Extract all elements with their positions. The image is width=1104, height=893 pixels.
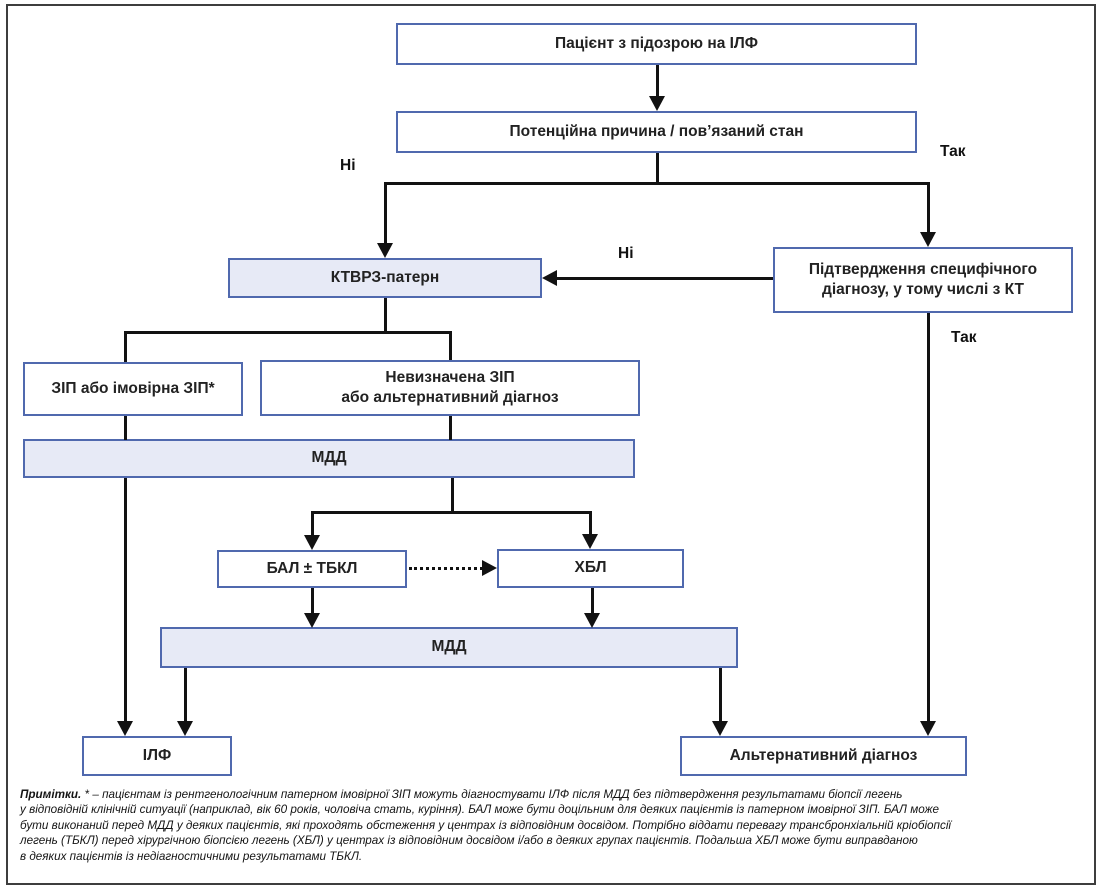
- node-indeterminate-uip: [260, 360, 640, 416]
- node-uip-or-probable-uip: [23, 362, 243, 416]
- footnotes: [20, 787, 1092, 864]
- arrowhead-mdd2-to-ipf: [177, 721, 193, 736]
- connector-specific-to-alternative: [927, 313, 930, 722]
- connector-cause-stub: [656, 153, 659, 184]
- connector-mdd1-to-ipf: [124, 478, 127, 723]
- connector-split-to-slb: [589, 511, 592, 535]
- connector-mdd1-stub: [451, 478, 454, 513]
- node-alternative-diagnosis: [680, 736, 967, 776]
- arrowhead-split-to-slb: [582, 534, 598, 549]
- node-label: Альтернативний діагноз: [729, 746, 918, 764]
- connector-split-to-bal: [311, 511, 314, 537]
- node-label: МДД: [431, 638, 467, 656]
- arrowhead-slb-to-mdd2: [584, 613, 600, 628]
- arrowhead-specific-to-alternative: [920, 721, 936, 736]
- node-label: ХБЛ: [574, 559, 607, 577]
- arrowhead-mdd1-to-ipf: [117, 721, 133, 736]
- connector-no-to-hrct: [384, 182, 387, 244]
- node-mdd-1: [23, 439, 635, 478]
- node-bal-tbcl: [217, 550, 407, 588]
- arrowhead-yes-to-specific: [920, 232, 936, 247]
- connector-patient-to-cause: [656, 65, 659, 98]
- arrowhead-split-to-bal: [304, 535, 320, 550]
- footnote-line-1: Примітки. * – пацієнтам із рентгенологічним патерном імовірної ЗІП можуть діагностувати ІЛФ після МДД без підтвердження результатами біопсії легень: [20, 788, 903, 801]
- connector-hrct-split-horizontal: [124, 331, 452, 334]
- footnote-line-2: у відповідній клінічній ситуації (наприклад, вік 60 років, чоловіча стать, куріння). БАЛ може бути доцільним для деяких пацієнтів із патерном імовірної ЗІП. БАЛ може: [20, 803, 939, 817]
- edge-label-no-left: Ні: [340, 157, 356, 174]
- connector-bal-to-slb-dotted: [409, 567, 483, 570]
- connector-mdd2-to-ipf: [184, 668, 187, 722]
- connector-yes-to-specific: [927, 182, 930, 233]
- connector-branch-horizontal: [384, 182, 930, 185]
- node-label: Пацієнт з підозрою на ІЛФ: [554, 34, 759, 52]
- node-label-line1: Підтвердження специфічного: [808, 260, 1038, 278]
- edge-label-yes-right: Так: [940, 143, 966, 160]
- connector-slb-to-mdd2: [591, 588, 594, 616]
- connector-mdd1-split-horizontal: [311, 511, 592, 514]
- arrowhead-no-to-hrct: [377, 243, 393, 258]
- node-label: МДД: [311, 449, 347, 467]
- node-ipf: [82, 736, 232, 776]
- node-patient-suspected-ipf: [396, 23, 917, 65]
- footnote-line-4: легень (ТБКЛ) перед хірургічною біопсією легень (ХБЛ) у центрах із відповідним досвідом і/або в деяких групах пацієнтів. Подальша ХБЛ може бути виправданою: [20, 834, 918, 848]
- node-label: ЗІП або імовірна ЗІП*: [51, 379, 215, 397]
- connector-hrct-stub: [384, 298, 387, 334]
- arrowhead-patient-to-cause: [649, 96, 665, 111]
- edge-label-yes-bottom: Так: [951, 329, 977, 346]
- connector-uip-to-mdd1: [124, 416, 127, 440]
- connector-bal-to-mdd2: [311, 588, 314, 616]
- connector-split-to-uip: [124, 331, 127, 362]
- node-label: БАЛ ± ТБКЛ: [266, 559, 358, 577]
- node-hrct-pattern: [228, 258, 542, 298]
- node-label-line2: або альтернативний діагноз: [341, 389, 559, 406]
- node-label: КТВРЗ-патерн: [330, 268, 440, 286]
- connector-specific-to-hrct: [556, 277, 773, 280]
- node-mdd-2: [160, 627, 738, 668]
- node-label-line2: діагнозу, у тому числі з КТ: [822, 281, 1024, 298]
- node-label: Потенційна причина / пов’язаний стан: [509, 122, 804, 140]
- connector-split-to-indeterminate: [449, 331, 452, 360]
- node-slb: [497, 549, 684, 588]
- arrowhead-bal-to-slb: [482, 560, 497, 576]
- connector-mdd2-to-alternative: [719, 668, 722, 722]
- arrowhead-specific-to-hrct: [542, 270, 557, 286]
- node-label-line1: Невизначена ЗІП: [385, 368, 515, 386]
- edge-label-no-middle: Ні: [618, 245, 634, 262]
- footnote-line-3: бути виконаний перед МДД у деяких пацієнтів, які проходять обстеження у центрах із відповідним досвідом. Потрібно віддати перевагу трансбронхіальній кріобіопсії: [20, 818, 952, 832]
- arrowhead-bal-to-mdd2: [304, 613, 320, 628]
- footnote-label: Примітки.: [20, 788, 82, 801]
- connector-indeterminate-to-mdd1: [449, 416, 452, 440]
- arrowhead-mdd2-to-alternative: [712, 721, 728, 736]
- node-label: ІЛФ: [142, 746, 172, 764]
- node-specific-diagnosis: [773, 247, 1073, 313]
- node-potential-cause: [396, 111, 917, 153]
- footnote-line-5: в деяких пацієнтів із недіагностичними результатами ТБКЛ.: [20, 849, 363, 863]
